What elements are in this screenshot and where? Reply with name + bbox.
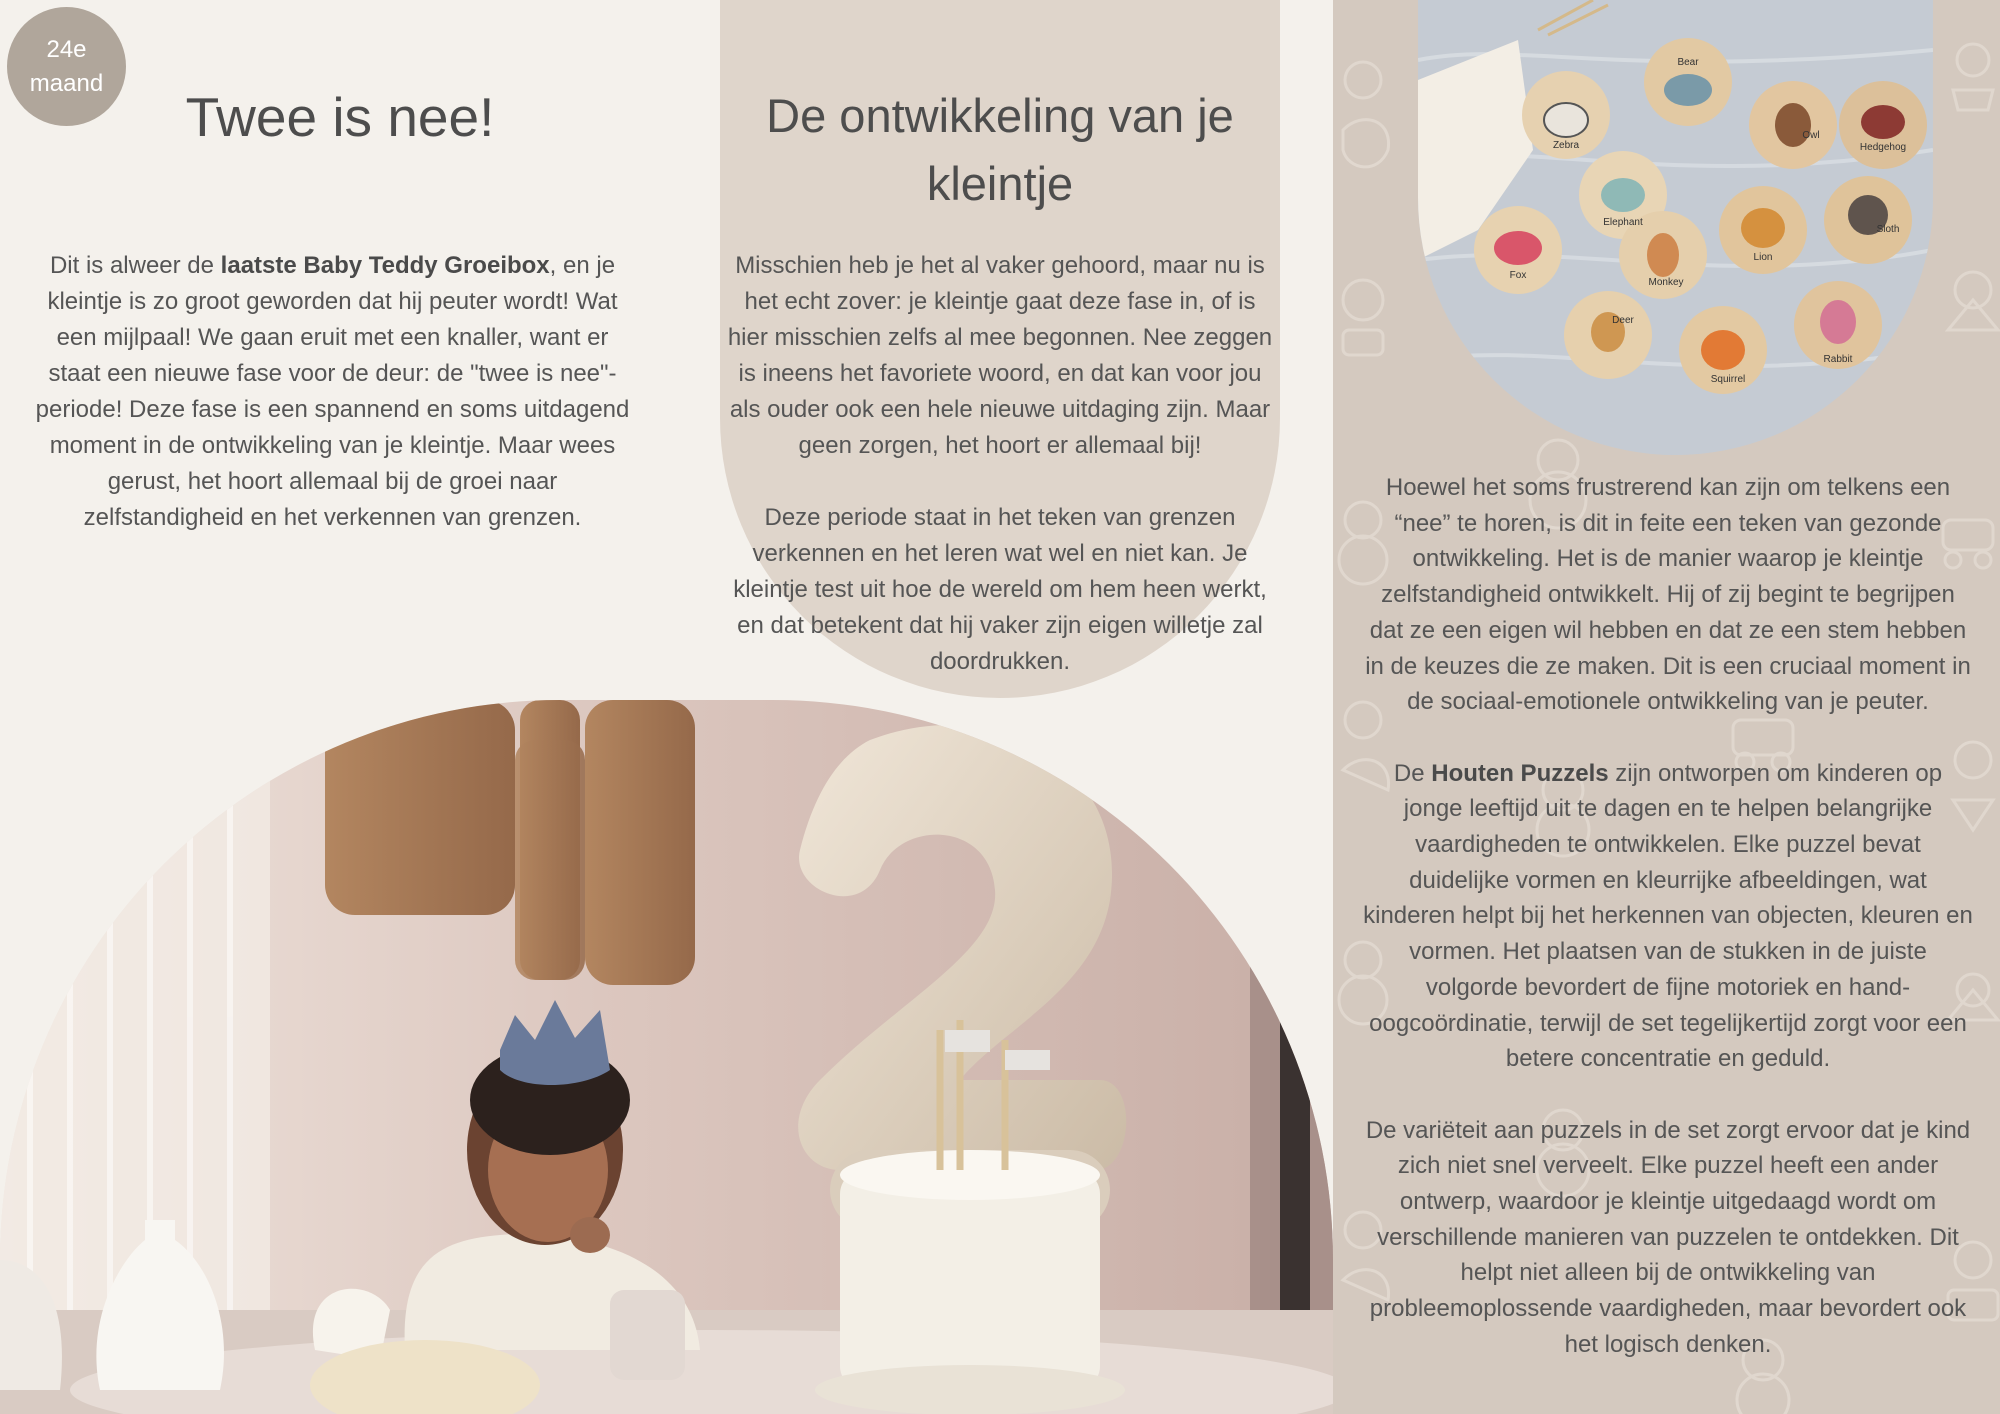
badge-number: 24e (46, 35, 87, 63)
right-panel (1333, 0, 2000, 1414)
puzzle-label: Monkey (1648, 277, 1684, 288)
intro-bold-product: laatste Baby Teddy Groeibox (220, 252, 550, 279)
puzzle-label: Deer (1612, 315, 1634, 326)
puzzles-paragraph-1: Hoewel het soms frustrerend kan zijn om telkens een “nee” te horen, is dit in feite een teken van gezonde ontwikkeling. Het is de manier waarop je kleintje zelfstandigheid ontwikkelt. Hij of zij begint te begrijpen dat ze een eigen wil hebben en dat ze een stem hebben in de keuzes die ze maken. Dit is een cruciaal moment in de sociaal-emotionele ontwikkeling van je peuter. (1365, 474, 1971, 716)
puzzle-label: Lion (1753, 252, 1773, 263)
development-paragraph-1: Misschien heb je het al vaker gehoord, maar nu is het echt zover: je kleintje gaat deze fase in, of is hier misschien zelfs al mee begonnen. Nee zeggen is ineens het favoriete woord, en dat kan voor jou als ouder ook een hele nieuwe uitdaging zijn. Maar geen zorgen, het hoort er allemaal bij! (727, 252, 1273, 459)
intro-paragraph (30, 248, 635, 536)
puzzles-text (1363, 470, 1973, 1398)
intro-text-rest: , en je kleintje is zo groot geworden dat hij peuter wordt! Wat een mijlpaal! We gaan eruit met een knaller, want er staat een nieuwe fase voor de deur: de "twee is nee"-periode! Deze fase is een spannend en soms uitdagend moment in de ontwikkeling van je kleintje. Maar wees gerust, het hoort allemaal bij de groei naar zelfstandigheid en het verkennen van grenzen. (35, 252, 630, 531)
puzzle-label: Elephant (1603, 217, 1643, 228)
puzzle-label: Bear (1677, 57, 1699, 68)
development-title: De ontwikkeling van je kleintje (766, 89, 1234, 210)
puzzles-text-start: De (1393, 759, 1432, 787)
birthday-photo-illustration (0, 700, 1333, 1414)
puzzle-label: Owl (1802, 130, 1820, 141)
puzzle-label: Hedgehog (1859, 142, 1907, 153)
puzzles-paragraph-3: De variëteit aan puzzels in de set zorgt ervoor dat je kind zich niet snel verveelt. Elke puzzel heeft een ander ontwerp, waardoor je kleintje uitgedaagd wordt om verschillende manieren van puzzelen te ontdekken. Dit helpt niet alleen bij de ontwikkeling van probleemoplossende vaardigheden, maar bevordert ook het logisch denken. (1365, 1116, 1971, 1358)
puzzle-label: Zebra (1552, 140, 1580, 151)
puzzle-label: Sloth (1876, 224, 1900, 235)
page-title: Twee is nee! (185, 86, 495, 148)
development-paragraph-2: Deze periode staat in het teken van grenzen verkennen en het leren wat wel en niet kan. Je kleintje test uit hoe de wereld om hem heen werkt, en dat betekent dat hij vaker zijn eigen willetje zal doordrukken. (733, 504, 1267, 675)
badge-unit: maand (29, 69, 104, 97)
puzzles-paragraph-2 (1363, 756, 1973, 1077)
puzzle-label: Fox (1509, 270, 1527, 281)
puzzle-label: Rabbit (1823, 354, 1853, 365)
birthday-photo (0, 700, 1333, 1414)
puzzles-bold-product: Houten Puzzels (1431, 759, 1609, 787)
puzzle-label: Squirrel (1710, 374, 1746, 385)
development-text (722, 248, 1278, 716)
intro-text-start: Dit is alweer de (49, 252, 221, 279)
puzzles-text-rest: zijn ontworpen om kinderen op jonge leeftijd uit te dagen en te helpen belangrijke vaardigheden te ontwikkelen. Elke puzzel bevat duidelijke vormen en kleurrijke afbeeldingen, wat kinderen helpt bij het herkennen van objecten, kleuren en vormen. Het plaatsen van de stukken in de juiste volgorde bevordert de fijne motoriek en hand-oogcoördinatie, terwijl de set tegelijkertijd zorgt voor een betere concentratie en geduld. (1363, 759, 1973, 1073)
